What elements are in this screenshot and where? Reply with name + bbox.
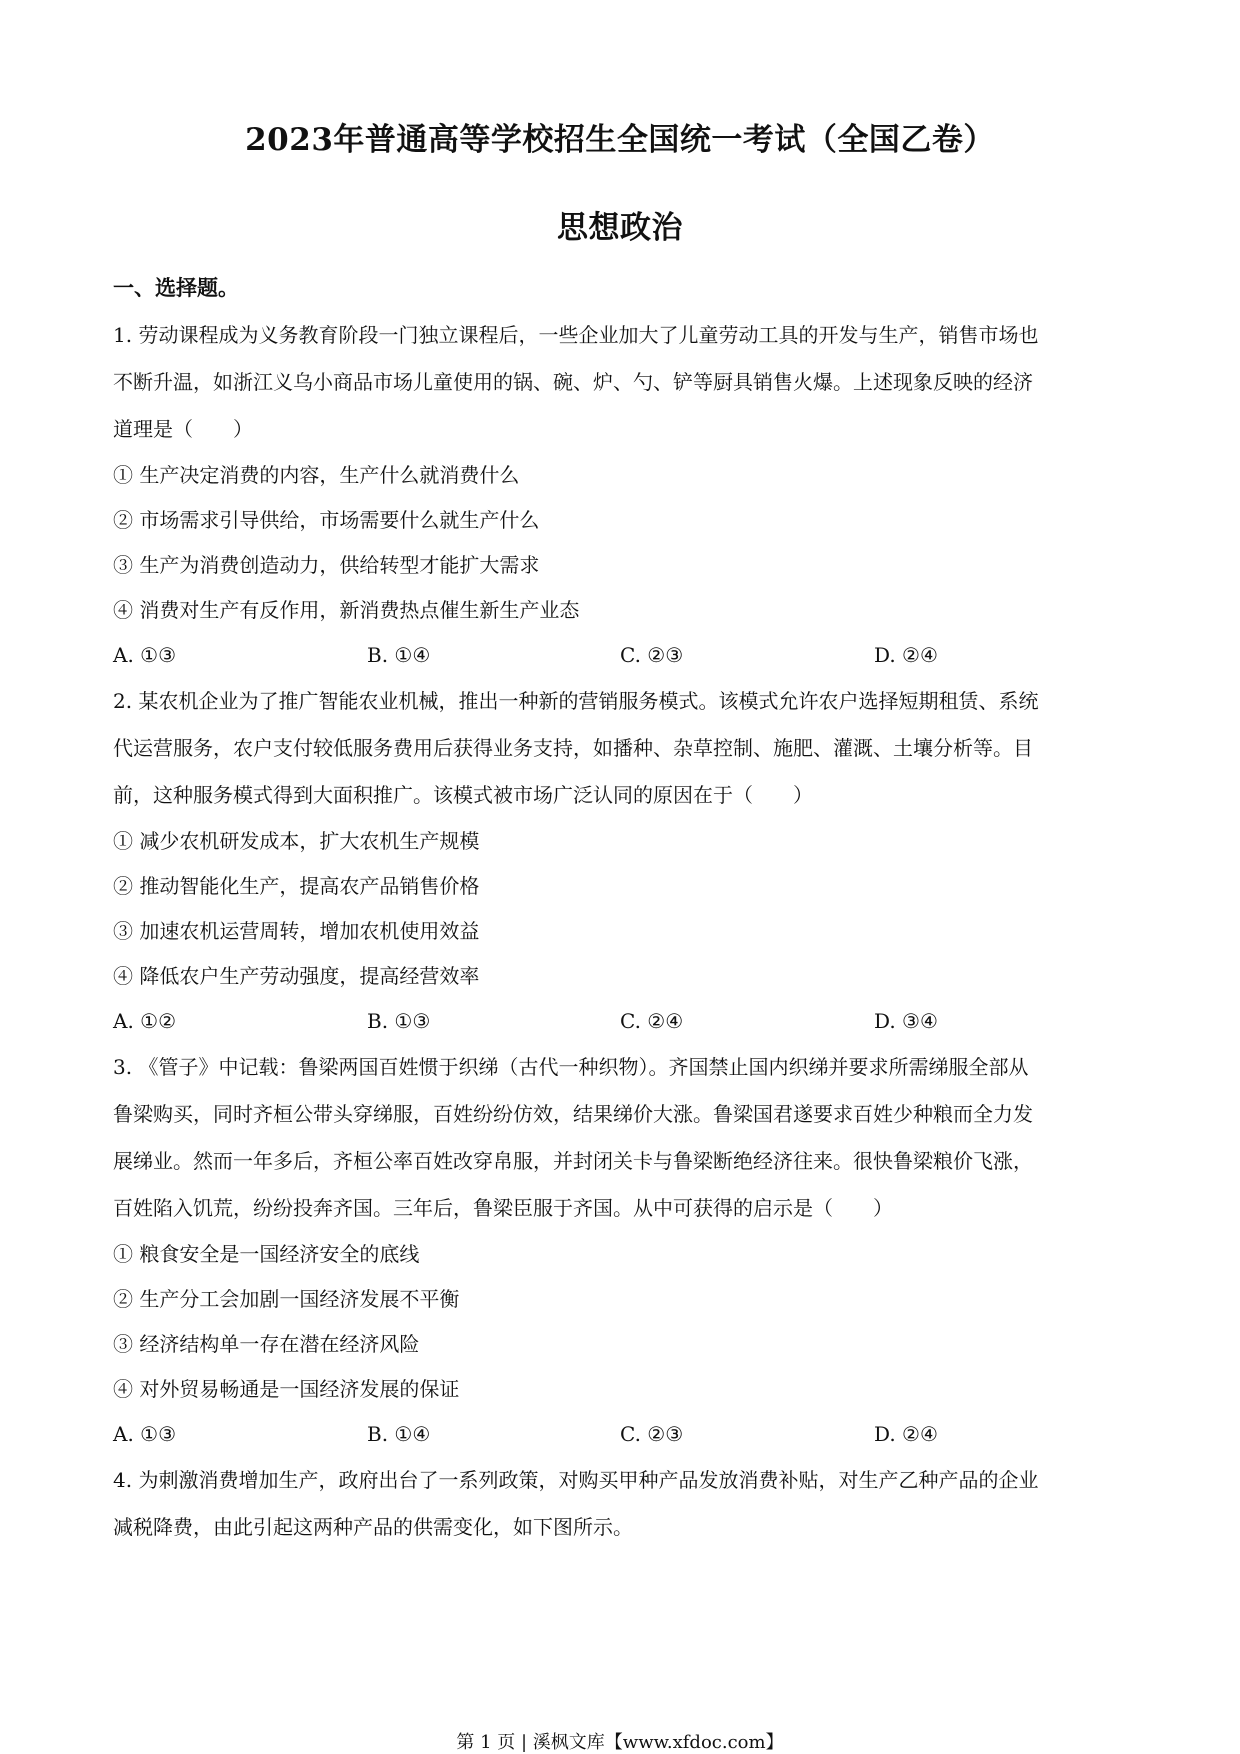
answer-choice-d: D. ②④ xyxy=(874,643,938,667)
answer-choice-a: A. ①③ xyxy=(113,1422,177,1446)
answer-choices xyxy=(113,999,1123,1044)
statement-option: ① 粮食安全是一国经济安全的底线 xyxy=(113,1242,420,1266)
question-stem-line: 不断升温，如浙江义乌小商品市场儿童使用的锅、碗、炉、勺、铲等厨具销售火爆。上述现象反映的经济 xyxy=(113,370,1033,394)
question-stem-line: 3. 《管子》中记载：鲁梁两国百姓惯于织绨（古代一种织物）。齐国禁止国内织绨并要求所需绨服全部从 xyxy=(113,1055,1029,1079)
statement-option: ① 生产决定消费的内容，生产什么就消费什么 xyxy=(113,463,520,487)
answer-choice-d: D. ③④ xyxy=(874,1009,938,1033)
answer-choice-a: A. ①③ xyxy=(113,643,177,667)
question-stem-line: 2. 某农机企业为了推广智能农业机械，推出一种新的营销服务模式。该模式允许农户选择短期租赁、系统 xyxy=(113,689,1039,713)
page-footer: 第 1 页 | 溪枫文库【www.xfdoc.com】 xyxy=(456,1732,784,1753)
answer-choices xyxy=(113,633,1123,678)
answer-choice-b: B. ①④ xyxy=(367,1422,431,1446)
answer-choice-c: C. ②④ xyxy=(620,1009,684,1033)
question-stem-line: 代运营服务，农户支付较低服务费用后获得业务支持，如播种、杂草控制、施肥、灌溉、土壤分析等。目 xyxy=(113,736,1033,760)
answer-choice-a: A. ①② xyxy=(113,1009,177,1033)
question-stem-line: 4. 为刺激消费增加生产，政府出台了一系列政策，对购买甲种产品发放消费补贴，对生产乙种产品的企业 xyxy=(113,1468,1039,1492)
answer-choice-b: B. ①③ xyxy=(367,1009,431,1033)
statement-option: ① 减少农机研发成本，扩大农机生产规模 xyxy=(113,829,480,853)
question-3 xyxy=(113,1044,1123,1457)
answer-choice-c: C. ②③ xyxy=(620,1422,684,1446)
statement-option: ③ 经济结构单一存在潜在经济风险 xyxy=(113,1332,420,1356)
question-list xyxy=(113,312,1123,1551)
question-stem-line: 展绨业。然而一年多后，齐桓公率百姓改穿帛服，并封闭关卡与鲁梁断绝经济往来。很快鲁梁粮价飞涨， xyxy=(113,1149,1033,1173)
question-stem-line: 道理是（ ） xyxy=(113,417,253,441)
section-heading: 一、选择题。 xyxy=(113,275,239,300)
question-stem-line: 减税降费，由此引起这两种产品的供需变化，如下图所示。 xyxy=(113,1515,633,1539)
statement-option: ④ 对外贸易畅通是一国经济发展的保证 xyxy=(113,1377,460,1401)
answer-choice-c: C. ②③ xyxy=(620,643,684,667)
answer-choice-d: D. ②④ xyxy=(874,1422,938,1446)
answer-choices xyxy=(113,1412,1123,1457)
question-4 xyxy=(113,1457,1123,1551)
statement-option: ③ 生产为消费创造动力，供给转型才能扩大需求 xyxy=(113,553,540,577)
statement-option: ② 生产分工会加剧一国经济发展不平衡 xyxy=(113,1287,460,1311)
statement-option: ③ 加速农机运营周转，增加农机使用效益 xyxy=(113,919,480,943)
exam-title: 2023年普通高等学校招生全国统一考试（全国乙卷） xyxy=(245,122,995,158)
question-stem-line: 百姓陷入饥荒，纷纷投奔齐国。三年后，鲁梁臣服于齐国。从中可获得的启示是（ ） xyxy=(113,1196,893,1220)
question-stem-line: 鲁梁购买，同时齐桓公带头穿绨服，百姓纷纷仿效，结果绨价大涨。鲁梁国君遂要求百姓少种粮而全力发 xyxy=(113,1102,1033,1126)
subject-title: 思想政治 xyxy=(557,210,683,246)
question-1 xyxy=(113,312,1123,678)
statement-option: ④ 降低农户生产劳动强度，提高经营效率 xyxy=(113,964,480,988)
answer-choice-b: B. ①④ xyxy=(367,643,431,667)
question-stem-line: 前，这种服务模式得到大面积推广。该模式被市场广泛认同的原因在于（ ） xyxy=(113,783,813,807)
statement-option: ② 推动智能化生产，提高农产品销售价格 xyxy=(113,874,480,898)
question-2 xyxy=(113,678,1123,1044)
statement-option: ④ 消费对生产有反作用，新消费热点催生新生产业态 xyxy=(113,598,580,622)
statement-option: ② 市场需求引导供给，市场需要什么就生产什么 xyxy=(113,508,540,532)
question-stem-line: 1. 劳动课程成为义务教育阶段一门独立课程后，一些企业加大了儿童劳动工具的开发与生产，销售市场也 xyxy=(113,323,1039,347)
